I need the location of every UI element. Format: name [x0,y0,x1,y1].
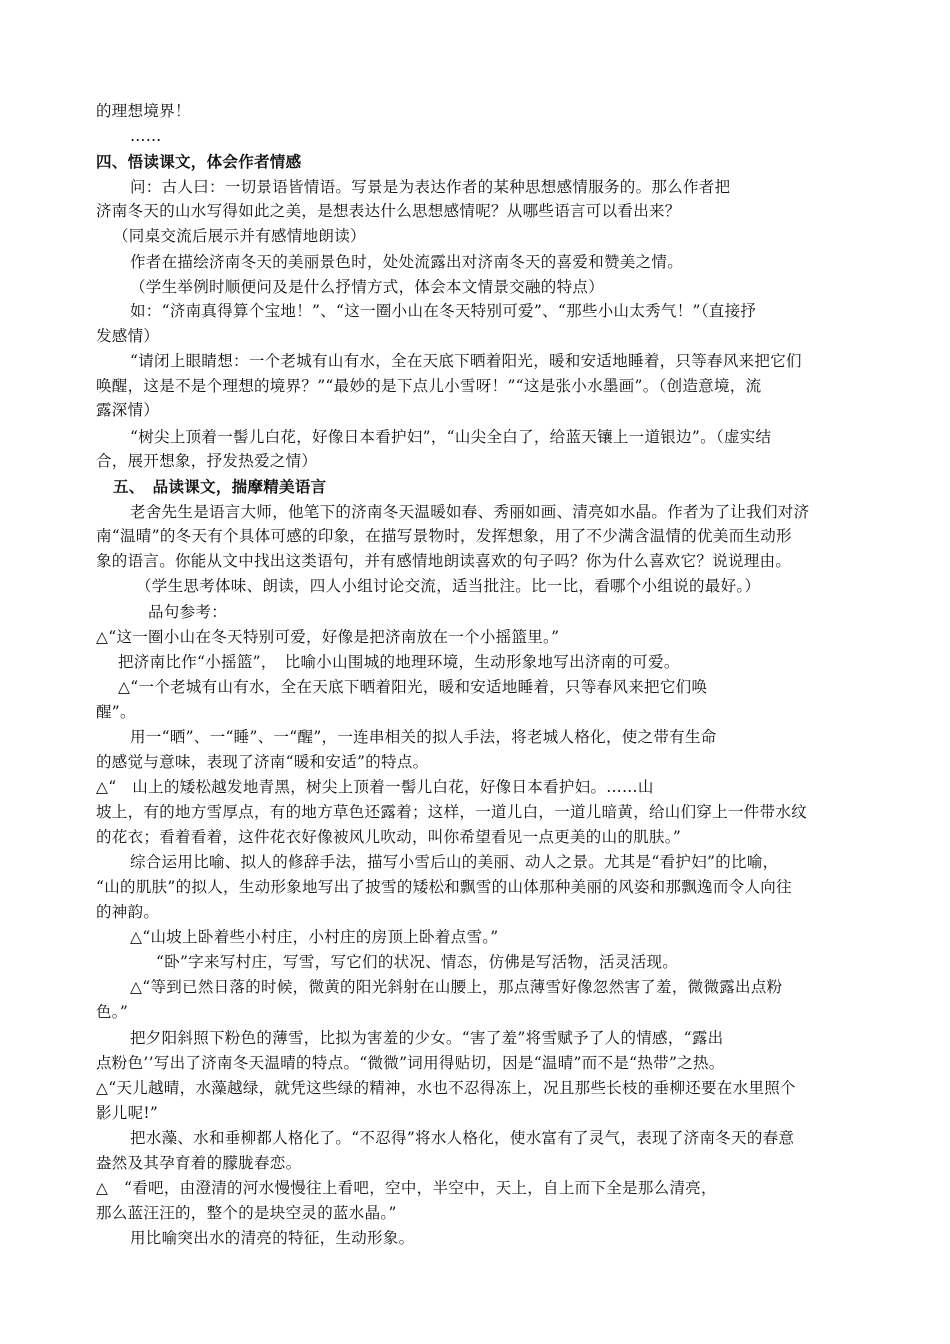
text-line: “山的肌肤”的拟人，生动形象地写出了披雪的矮松和飘雪的山体那种美丽的风姿和那飘逸而令人向往 [96,878,792,896]
text-line: △“等到已然日落的时候，微黄的阳光斜射在山腰上，那点薄雪好像忽然害了羞，微微露出点粉 [130,978,783,996]
text-line: 的理想境界！ [96,102,191,120]
text-line: 唤醒，这是不是个理想的境界？”“最妙的是下点儿小雪呀！”“这是张小水墨画”。（创造意境，流 [96,377,762,395]
text-line: △“一个老城有山有水，全在天底下晒着阳光，暖和安适地睡着，只等春风来把它们唤 [118,678,708,696]
text-line: 南“温晴”的冬天有个具体可感的印象，在描写景物时，发挥想象，用了不少满含温情的优美而生动形 [96,527,792,545]
text-line: △“这一圈小山在冬天特别可爱，好像是把济南放在一个小摇篮里。” [96,628,560,646]
text-line: “卧”字来写村庄，写雪，写它们的状况、情态，仿佛是写活物，活灵活现。 [156,953,679,971]
text-line: （学生思考体味、朗读，四人小组讨论交流，适当批注。比一比，看哪个小组说的最好。） [136,577,761,595]
text-line: “树尖上顶着一髻儿白花，好像日本看护妇”，“山尖全白了，给蓝天镶上一道银边”。（虚实结 [130,428,772,446]
text-line: △“ 山上的矮松越发地青黑，树尖上顶着一髻儿白花，好像日本看护妇。……山 [96,778,654,796]
text-line: （学生举例时顺便问及是什么抒情方式，体会本文情景交融的特点） [130,278,605,296]
text-line: “请闭上眼睛想：一个老城有山有水，全在天底下晒着阳光，暖和安适地睡着，只等春风来把它们 [130,352,802,370]
text-line: （同桌交流后展示并有感情地朗读） [113,227,366,245]
text-line: 色。” [96,1003,129,1021]
text-line: 的神韵。 [96,903,160,921]
text-line: △ “看吧，由澄清的河水慢慢往上看吧，空中，半空中，天上，自上而下全是那么清亮， [96,1179,717,1197]
text-line: 露深情） [96,401,160,419]
text-line: 品句参考： [148,603,228,621]
text-line: 把水藻、水和垂柳都人格化了。“不忍得”将水人格化，使水富有了灵气，表现了济南冬天的春意 [130,1129,795,1147]
text-line: …… [130,127,162,145]
text-line: 醒”。 [96,703,136,721]
text-line: △“山坡上卧着些小村庄，小村庄的房顶上卧着点雪。” [130,928,499,946]
text-line: 象的语言。你能从文中找出这类语句，并有感情地朗读喜欢的句子吗？你为什么喜欢它？说说理由。 [96,552,792,570]
text-line: 影儿呢!” [96,1104,159,1122]
text-line: △“天儿越晴，水藻越绿，就凭这些绿的精神，水也不忍得冻上，况且那些长枝的垂柳还要在水里照个 [96,1079,796,1097]
text-line: 作者在描绘济南冬天的美丽景色时，处处流露出对济南冬天的喜爱和赞美之情。 [130,253,684,271]
text-line: 的感觉与意味，表现了济南“暖和安适”的特点。 [96,753,429,771]
text-line: 把济南比作“小摇篮”， 比喻小山围城的地理环境，生动形象地写出济南的可爱。 [118,653,680,671]
section-heading: 四、悟读课文，体会作者情感 [96,152,302,171]
text-line: 坡上，有的地方雪厚点，有的地方草色还露着；这样，一道儿白，一道儿暗黄，给山们穿上一件带水纹 [96,803,808,821]
text-line: 点粉色’’写出了济南冬天温晴的特点。“微微”词用得贴切，因是“温晴”而不是“热带”之热。 [96,1054,725,1072]
text-line: 综合运用比喻、拟人的修辞手法，描写小雪后山的美丽、动人之景。尤其是“看护妇”的比喻， [130,853,779,871]
text-line: 盎然及其孕育着的朦胧春恋。 [96,1154,302,1172]
text-line: 用比喻突出水的清亮的特征，生动形象。 [130,1229,415,1247]
text-line: 问：古人曰：一切景语皆情语。写景是为表达作者的某种思想感情服务的。那么作者把 [130,178,731,196]
text-line: 济南冬天的山水写得如此之美，是想表达什么思想感情呢？从哪些语言可以看出来？ [96,202,681,220]
text-line: 发感情） [96,327,160,345]
text-line: 那么蓝汪汪的，整个的是块空灵的蓝水晶。” [96,1204,397,1222]
section-heading: 五、 品读课文，揣摩精美语言 [113,477,327,496]
text-line: 合，展开想象，抒发热爱之情） [96,452,318,470]
text-line: 如：“济南真得算个宝地！”、“这一圈小山在冬天特别可爱”、“那些小山太秀气！”（直接抒 [130,302,757,320]
text-line: 老舍先生是语言大师，他笔下的济南冬天温暖如春、秀丽如画、清亮如水晶。作者为了让我们对济 [130,503,810,521]
text-line: 把夕阳斜照下粉色的薄雪，比拟为害羞的少女。“害了羞”将雪赋予了人的情感，“露出 [130,1029,724,1047]
text-line: 用一“晒”、一“睡”、一“醒”，一连串相关的拟人手法，将老城人格化，使之带有生命 [130,728,717,746]
text-line: 的花衣；看着看着，这件花衣好像被风儿吹动，叫你希望看见一点更美的山的肌肤。” [96,828,682,846]
